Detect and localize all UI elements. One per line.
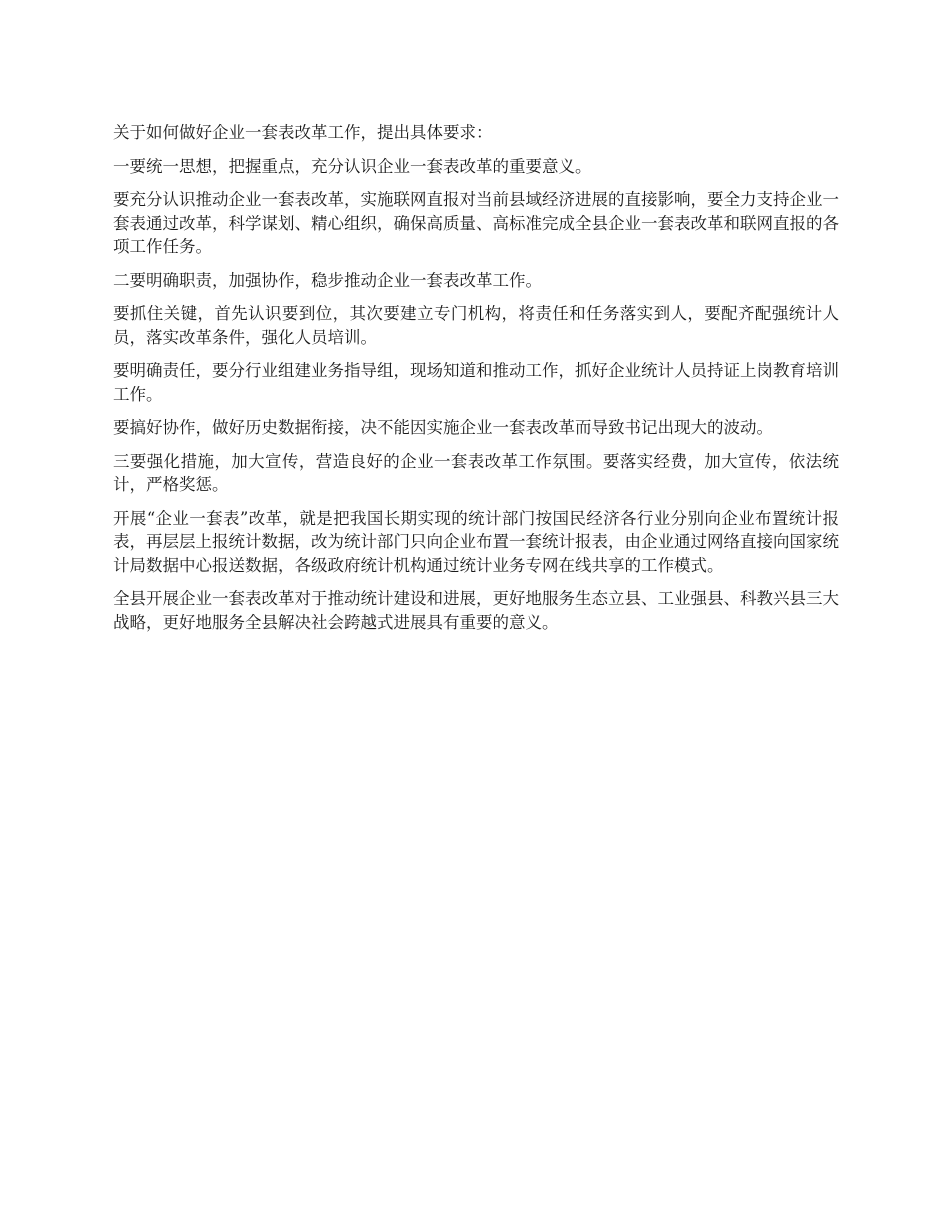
document-body — [113, 121, 839, 644]
paragraph-point-three: 三要强化措施，加大宣传，营造良好的企业一套表改革工作氛围。要落实经费，加大宣传，依法统计，严格奖惩。 — [113, 451, 839, 494]
paragraph-point-two-body-2: 要明确责任，要分行业组建业务指导组，现场知道和推动工作，抓好企业统计人员持证上岗教育培训工作。 — [113, 361, 839, 404]
paragraph-point-two-body-3: 要搞好协作，做好历史数据衔接，决不能因实施企业一套表改革而导致书记出现大的波动。 — [113, 418, 773, 437]
paragraph-point-two-heading: 二要明确职责，加强协作，稳步推动企业一套表改革工作。 — [113, 270, 542, 290]
paragraph-conclusion: 全县开展企业一套表改革对于推动统计建设和进展，更好地服务生态立县、工业强县、科教兴县三大战略，更好地服务全县解决社会跨越式进展具有重要的意义。 — [113, 589, 839, 632]
paragraph-point-two-body-1: 要抓住关键，首先认识要到位，其次要建立专门机构，将责任和任务落实到人，要配齐配强统计人员，落实改革条件，强化人员培训。 — [113, 304, 839, 347]
paragraph-intro: 关于如何做好企业一套表改革工作，提出具体要求： — [113, 123, 493, 142]
paragraph-reform-definition: 开展“企业一套表”改革，就是把我国长期实现的统计部门按国民经济各行业分别向企业布置统计报表，再层层上报统计数据，改为统计部门只向企业布置一套统计报表，由企业通过网络直接向国家统计局数据中心报送数据，各级政府统计机构通过统计业务专网在线共享的工作模式。 — [113, 508, 839, 575]
paragraph-point-one-body: 要充分认识推动企业一套表改革，实施联网直报对当前县域经济进展的直接影响，要全力支持企业一套表通过改革，科学谋划、精心组织，确保高质量、高标准完成全县企业一套表改革和联网直报的各项工作任务。 — [113, 190, 839, 256]
paragraph-point-one-heading: 一要统一思想，把握重点，充分认识企业一套表改革的重要意义。 — [113, 156, 592, 176]
